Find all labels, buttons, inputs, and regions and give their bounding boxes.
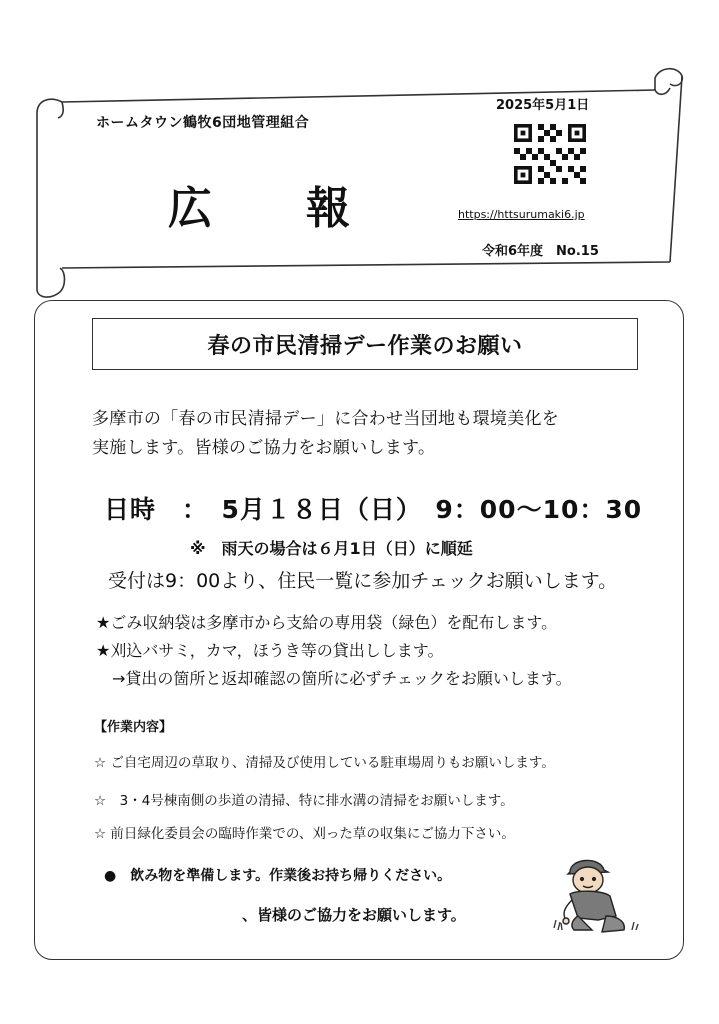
scroll-banner [0,0,719,300]
title-char-2: 報 [306,183,350,234]
note-item: ★刈込バサミ，カマ，ほうき等の貸出しします。 [96,641,444,660]
note-item: →貸出の箇所と返却確認の箇所に必ずチェックをお願いします。 [96,669,572,688]
intro-line-1: 多摩市の「春の市民清掃デー」に合わせ当団地も環境美化を [92,409,560,429]
task-item: ☆ ご自宅周辺の草取り、清掃及び使用している駐車場周りもお願いします。 [94,755,555,771]
reception-note: 受付は9：00より、住民一覧に参加チェックお願いします。 [108,570,618,592]
task-item: ☆ 前日緑化委員会の臨時作業での、刈った草の収集にご協力下さい。 [94,826,515,842]
website-link[interactable]: https://httsurumaki6.jp [458,208,585,221]
notice-headline: 春の市民清掃デー作業のお願い [92,318,638,370]
newsletter-title [168,172,350,236]
section-title: 【作業内容】 [94,720,173,735]
drink-note: ● 飲み物を準備します。作業後お持ち帰りください。 [104,868,452,884]
title-char-1: 広 [168,183,212,234]
organization-name: ホームタウン鶴牧6団地管理組合 [96,115,310,131]
event-datetime: 日時 ： 5月１８日（日） 9：00～10：30 [104,495,643,524]
note-item: ★ごみ収納袋は多摩市から支給の専用袋（緑色）を配布します。 [96,613,558,632]
issue-date: 2025年5月1日 [496,98,590,113]
rain-postpone-note: ※ 雨天の場合は６月1日（日）に順延 [190,539,473,558]
task-item: ☆ 3・4号棟南側の歩道の清掃、特に排水溝の清掃をお願いします。 [94,793,514,809]
intro-line-2: 実施します。皆様のご協力をお願いします。 [92,438,436,458]
weeding-person-illustration [548,850,644,940]
issue-number: 令和6年度 No.15 [482,244,599,259]
closing-message: 、皆様のご協力をお願いします。 [242,906,466,924]
qr-code-icon[interactable] [514,124,586,184]
